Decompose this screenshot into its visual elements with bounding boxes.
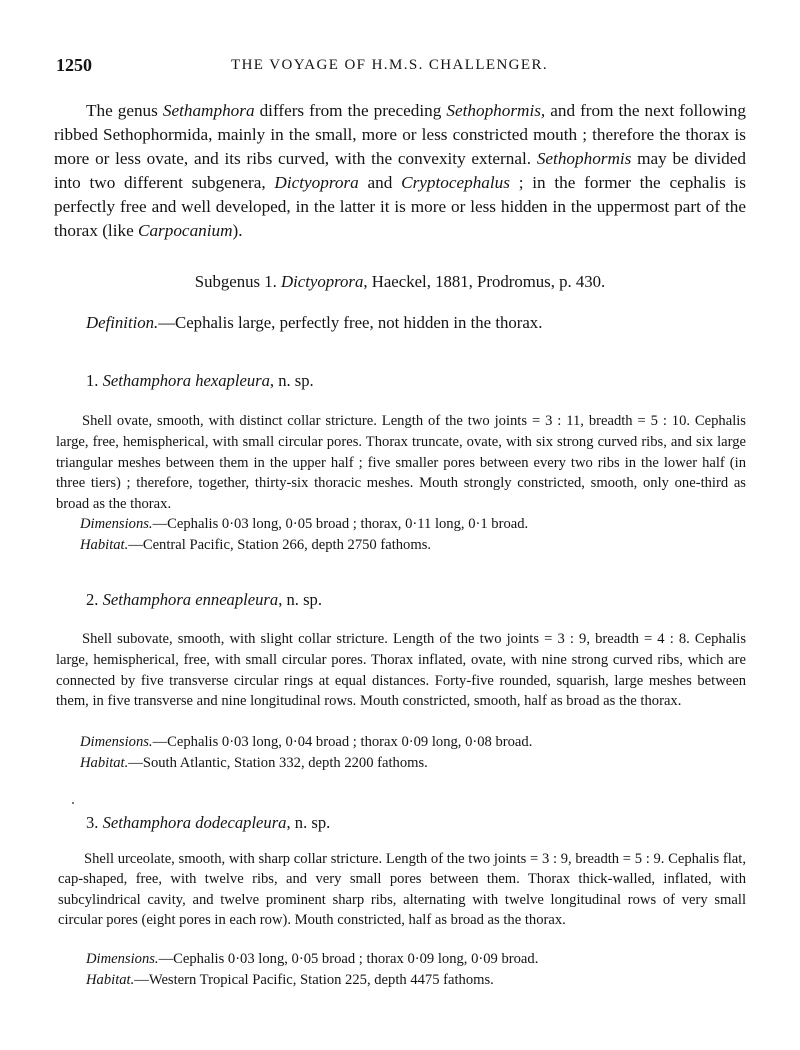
species-habitat: Habitat.—South Atlantic, Station 332, depth 2200 fathoms. — [80, 755, 428, 771]
species-description: Shell urceolate, smooth, with sharp collar stricture. Length of the two joints = 3 : 9, breadth = 5 : 9. Cephalis flat, cap-shaped, free, with twelve ribs, and very small pores between them. Thorax thick-walled, inflated, with subcylindrical cavity, and twelve prominent sharp ribs, alternating with twelve longitudinal rows of very small circular pores (eight pores in each row). Mouth constricted, half as broad as the thorax. — [58, 851, 746, 928]
running-title: THE VOYAGE OF H.M.S. CHALLENGER. — [231, 57, 549, 73]
species-description: Shell subovate, smooth, with slight collar stricture. Length of the two joints = 3 : 9, breadth = 4 : 8. Cephalis large, hemispherical, free, with small circular pores. Thorax inflated, ovate, with nine strong curved ribs, which are connected by five transverse circular rings at equal distances. Forty-five rounded, squarish, large meshes between them, in five transverse and nine longitudinal rows. Mouth constricted, smooth, half as broad as the thorax. — [56, 631, 746, 710]
species-dimensions: Dimensions.—Cephalis 0·03 long, 0·05 broad ; thorax 0·09 long, 0·09 broad. — [86, 951, 539, 967]
subgenus-definition: Definition.—Cephalis large, perfectly free, not hidden in the thorax. — [86, 313, 543, 332]
page-header — [56, 55, 756, 81]
species-heading: 3. Sethamphora dodecapleura, n. sp. — [86, 813, 331, 832]
species-heading: 1. Sethamphora hexapleura, n. sp. — [86, 371, 314, 390]
page-number: 1250 — [56, 55, 92, 75]
species-habitat: Habitat.—Western Tropical Pacific, Station 225, depth 4475 fathoms. — [86, 972, 494, 988]
species-dimensions: Dimensions.—Cephalis 0·03 long, 0·05 broad ; thorax, 0·11 long, 0·1 broad. — [80, 516, 529, 532]
intro-paragraph: The genus Sethamphora differs from the preceding Sethophormis, and from the next following ribbed Sethophormida, mainly in the small, more or less constricted mouth ; therefore the thorax is more or less ovate, and its ribs curved, with the convexity external. Sethophormis may be divided into two different subgenera, Dictyoprora and Cryptocephalus ; in the former the cephalis is perfectly free and well developed, in the latter it is more or less hidden in the uppermost part of the thorax (like Carpocanium). — [54, 101, 746, 241]
species-habitat: Habitat.—Central Pacific, Station 266, depth 2750 fathoms. — [80, 537, 432, 553]
species-heading: 2. Sethamphora enneapleura, n. sp. — [86, 590, 322, 609]
ink-speck — [72, 802, 74, 804]
species-dimensions: Dimensions.—Cephalis 0·03 long, 0·04 broad ; thorax 0·09 long, 0·08 broad. — [80, 734, 533, 750]
subgenus-heading: Subgenus 1. Dictyoprora, Haeckel, 1881, Prodromus, p. 430. — [194, 272, 606, 291]
species-description: Shell ovate, smooth, with distinct collar stricture. Length of the two joints = 3 : 11, breadth = 5 : 10. Cephalis large, free, hemispherical, with small circular pores. Thorax truncate, ovate, with six strong curved ribs, and six large triangular meshes between them in the upper half ; five smaller pores between every two ribs in the lower half (in three tiers) ; therefore, together, thirty-six thoracic meshes. Mouth strongly constricted, smooth, only one-third as broad as the thorax. — [56, 413, 746, 513]
